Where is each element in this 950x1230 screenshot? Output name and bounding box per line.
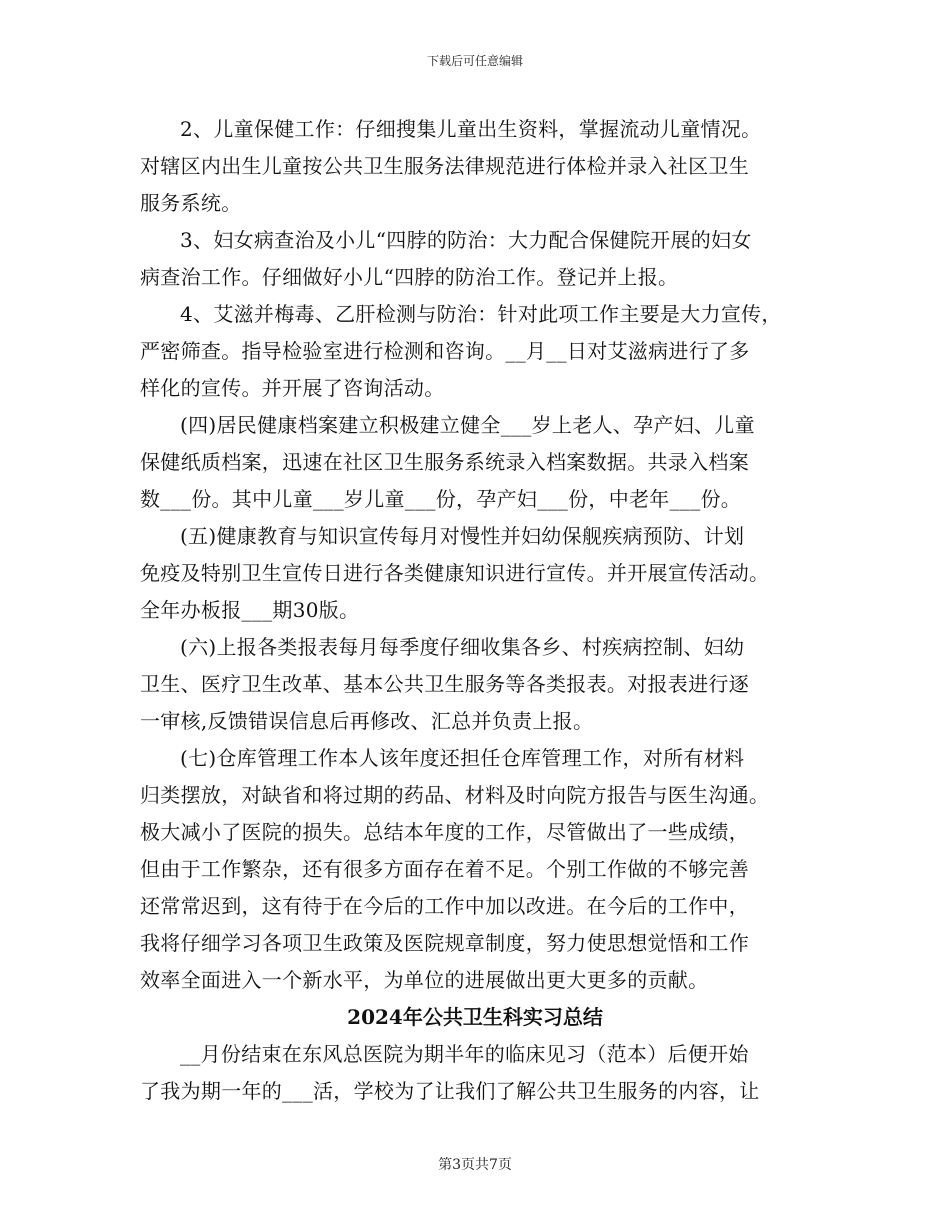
document-body: [140, 111, 810, 1110]
text-line: 2、儿童保健工作：仔细搜集儿童出生资料，掌握流动儿童情况。: [180, 117, 762, 141]
text-line: 卫生、医疗卫生改革、基本公共卫生服务等各类报表。对报表进行逐: [140, 672, 749, 696]
page-number: 第3页共7页: [438, 1157, 512, 1173]
text-line: 我将仔细学习各项卫生政策及医院规章制度，努力使思想觉悟和工作: [140, 931, 749, 955]
text-line: (六)上报各类报表每月每季度仔细收集各乡、村疾病控制、妇幼: [180, 635, 745, 659]
paragraph-women-disease: [140, 222, 810, 296]
text-line: 免疫及特别卫生宣传日进行各类健康知识进行宣传。并开展宣传活动。: [140, 561, 770, 585]
paragraph-child-health: [140, 111, 810, 222]
text-line: 全年办板报___期30版。: [140, 598, 360, 622]
paragraph-warehouse-management: [140, 740, 810, 999]
text-line: 病查治工作。仔细做好小儿“四脖的防治工作。登记并上报。: [140, 265, 679, 289]
text-line: 保健纸质档案，迅速在社区卫生服务系统录入档案数据。共录入档案: [140, 450, 749, 474]
text-line: 服务系统。: [140, 191, 242, 215]
section-title: 2024年公共卫生科实习总结: [347, 1005, 603, 1029]
text-line: 数___份。其中儿童___岁儿童___份，孕产妇___份，中老年___份。: [140, 487, 742, 511]
text-line: 样化的宣传。并开展了咨询活动。: [140, 376, 445, 400]
text-line: (五)健康教育与知识宣传每月对慢性并妇幼保舰疾病预防、计划: [180, 524, 745, 548]
page-header: 下载后可任意编辑: [426, 54, 523, 68]
text-line: 效率全面进入一个新水平，为单位的进展做出更大更多的贡献。: [140, 968, 709, 992]
text-line: (四)居民健康档案建立积极建立健全___岁上老人、孕产妇、儿童: [180, 413, 755, 437]
text-line: 极大减小了医院的损失。总结本年度的工作，尽管做出了一些成绩，: [140, 820, 749, 844]
text-line: 一审核,反馈错误信息后再修改、汇总并负责上报。: [140, 709, 594, 733]
text-line: 3、妇女病查治及小儿“四脖的防治：大力配合保健院开展的妇女: [180, 228, 752, 252]
paragraph-report-submission: [140, 629, 810, 740]
paragraph-health-records: [140, 407, 810, 518]
text-line: 严密筛查。指导检验室进行检测和咨询。__月__日对艾滋病进行了多: [140, 339, 750, 363]
text-line: 归类摆放，对缺省和将过期的药品、材料及时向院方报告与医生沟通。: [140, 783, 770, 807]
text-line: 但由于工作繁杂，还有很多方面存在着不足。个别工作做的不够完善: [140, 857, 749, 881]
paragraph-aids-screening: [140, 296, 810, 407]
text-line: 对辖区内出生儿童按公共卫生服务法律规范进行体检并录入社区卫生: [140, 154, 749, 178]
text-line: 了我为期一年的___活，学校为了让我们了解公共卫生服务的内容，让: [140, 1079, 760, 1103]
text-line: 还常常迟到，这有待于在今后的工作中加以改进。在今后的工作中，: [140, 894, 749, 918]
paragraph-health-education: [140, 518, 810, 629]
paragraph-internship-intro: [140, 1036, 810, 1110]
text-line: 4、艾滋并梅毒、乙肝检测与防治：针对此项工作主要是大力宣传，: [180, 302, 782, 326]
text-line: (七)仓库管理工作本人该年度还担任仓库管理工作，对所有材料: [180, 746, 745, 770]
text-line: __月份结束在东风总医院为期半年的临床见习（范本）后便开始: [180, 1042, 749, 1066]
